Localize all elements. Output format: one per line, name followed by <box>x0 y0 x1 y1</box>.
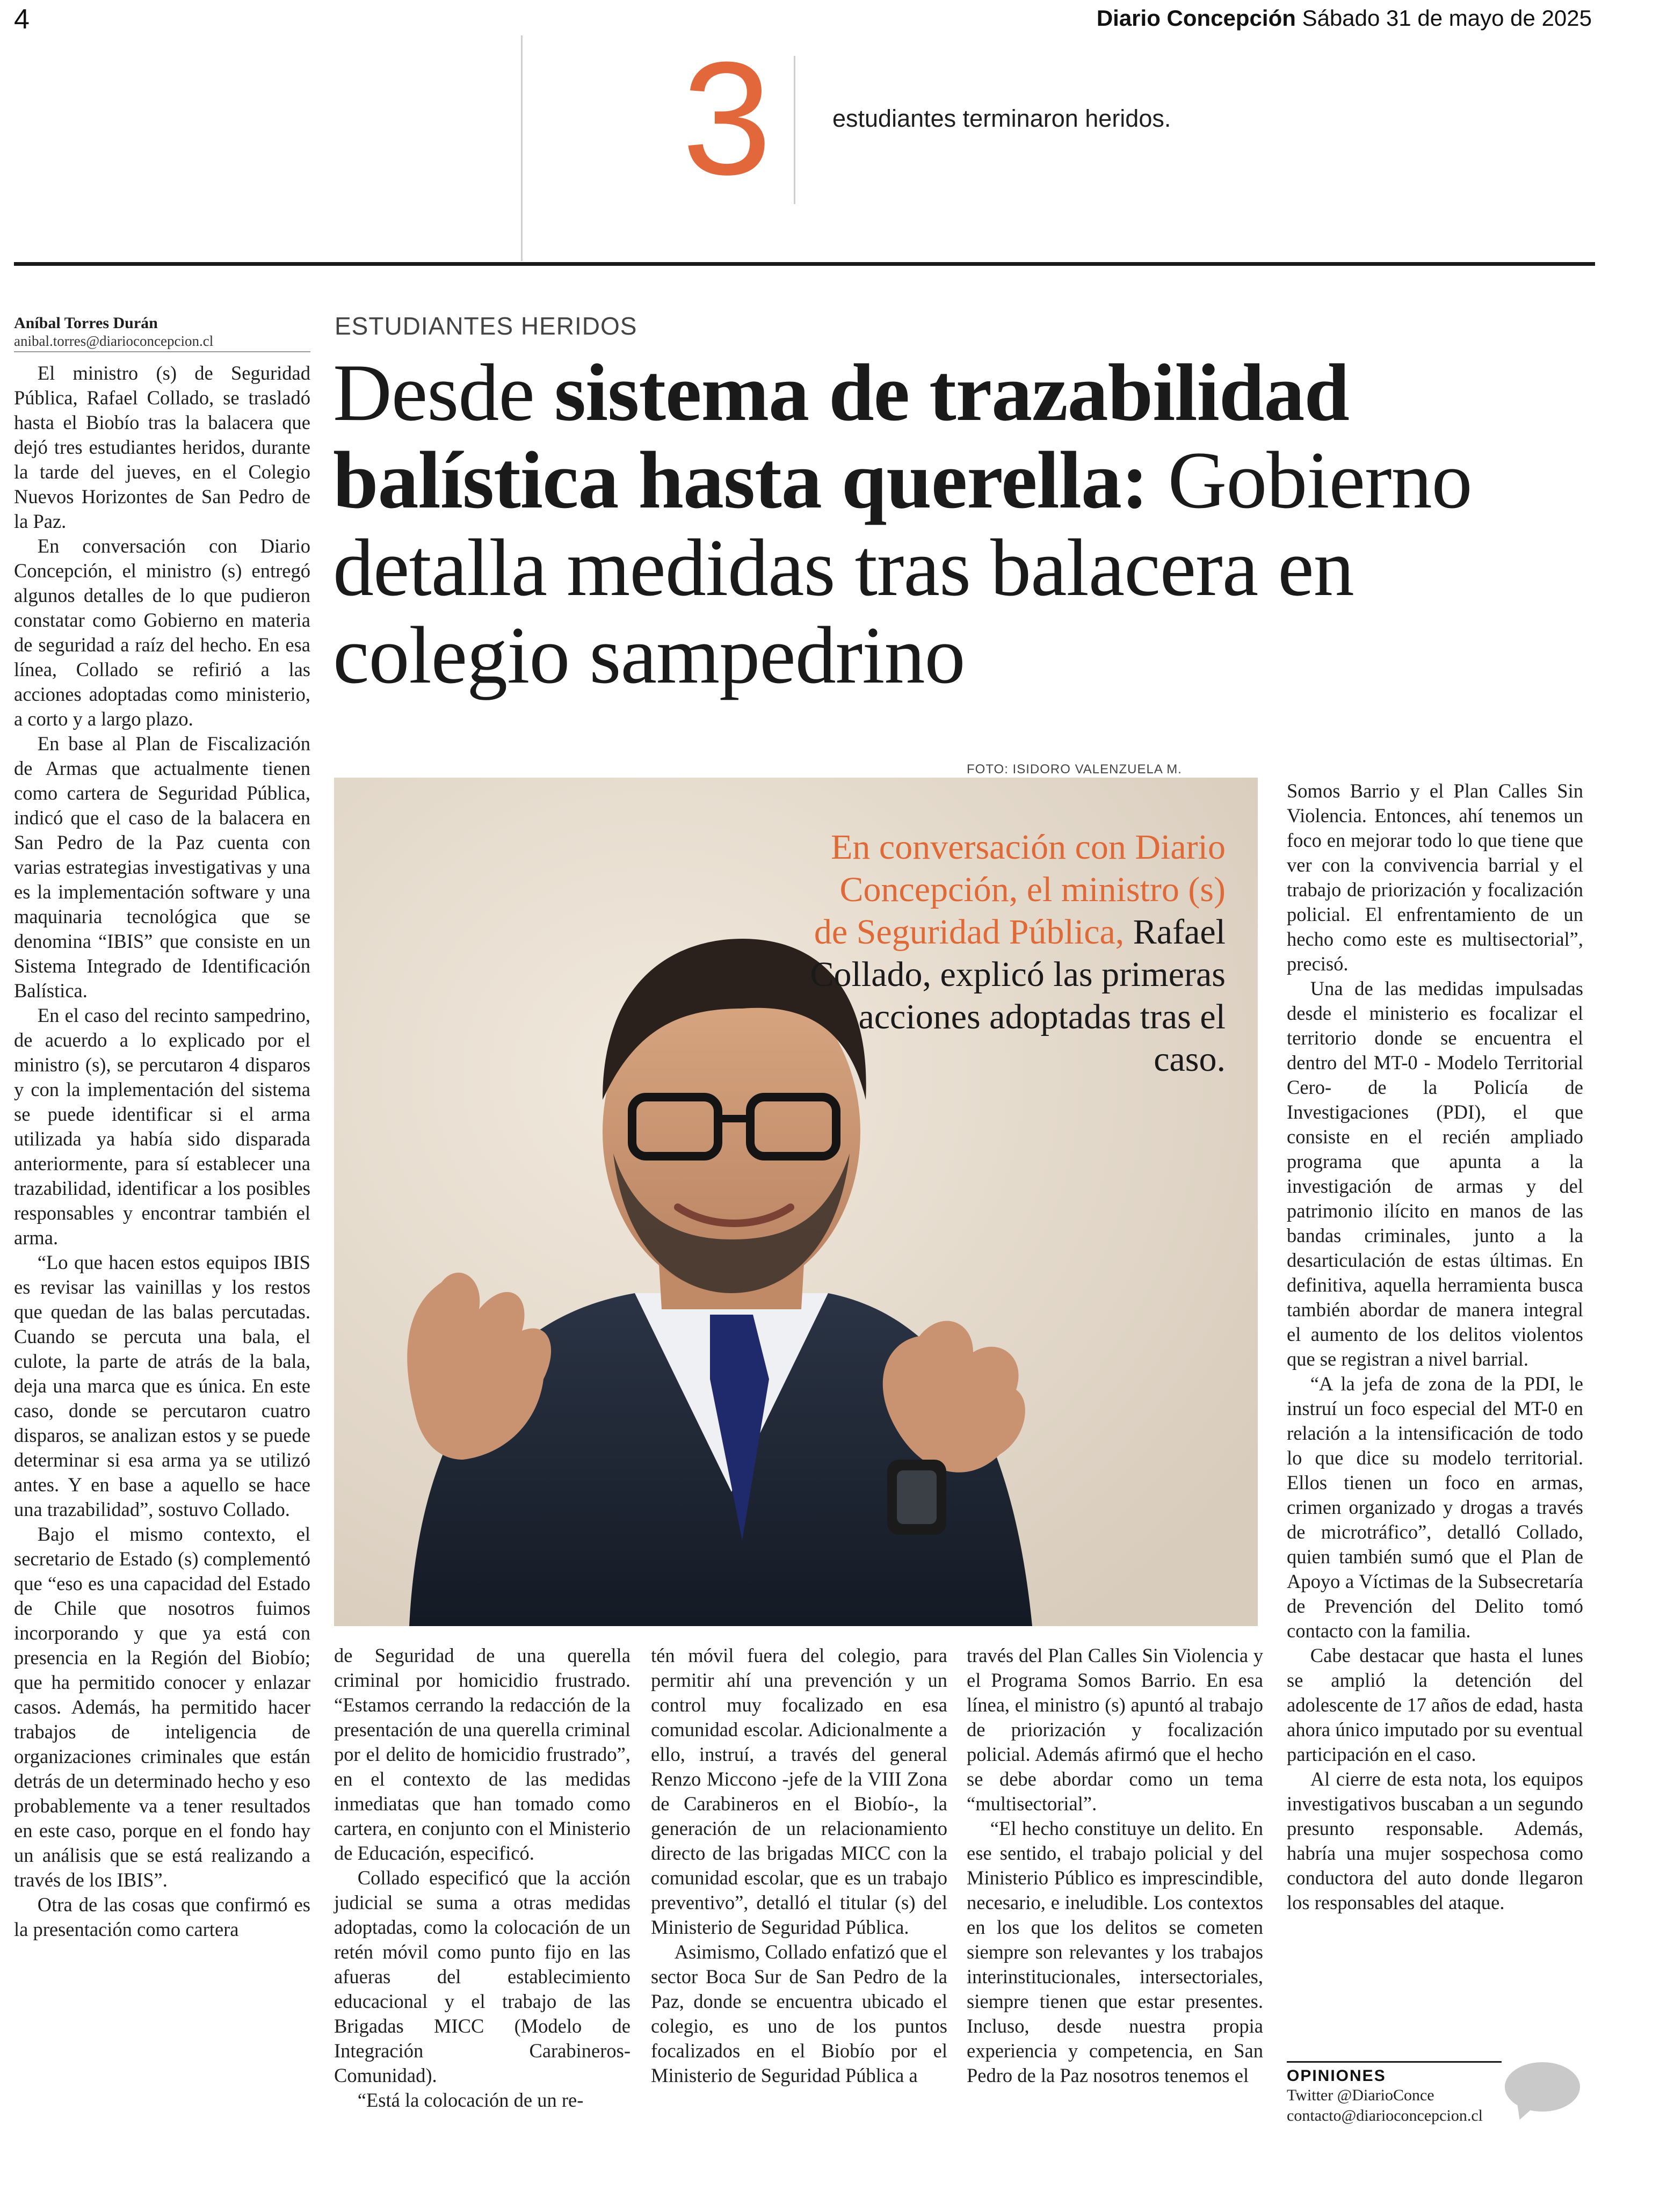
column-4 <box>967 1643 1263 2170</box>
kicker: ESTUDIANTES HERIDOS <box>335 312 637 340</box>
page-number: 4 <box>14 4 30 35</box>
column-1 <box>14 361 310 2114</box>
headline-light-start: Desde <box>333 347 554 438</box>
column-2 <box>334 1643 630 2170</box>
paragraph: El ministro (s) de Seguridad Pública, Rafael Collado, se trasladó hasta el Biobío tras la balacera que dejó tres estudiantes heridos, durante la tarde del jueves, en el Colegio Nuevos Horizontes de San Pedro de la Paz. <box>14 362 310 532</box>
pull-quote <box>807 826 1226 1080</box>
byline-rule <box>14 351 310 352</box>
headline-bold: sistema de trazabilidad balística hasta querella: <box>333 347 1349 525</box>
issue-date: Sábado 31 de mayo de 2025 <box>1302 5 1592 31</box>
stat-number: 3 <box>682 28 772 208</box>
masthead <box>1097 5 1592 31</box>
paragraph: través del Plan Calles Sin Violencia y el Programa Somos Barrio. En esa línea, el ministro (s) apuntó al trabajo de priorización y focalización policial. Además afirmó que el hecho se debe abordar como un tema “multisectorial”. <box>967 1644 1263 1815</box>
paragraph: Collado especificó que la acción judicial se suma a otras medidas adoptadas, como la colocación de un retén móvil como punto fijo en las afueras del establecimiento educacional y el trabajo de las Brigadas MICC (Modelo de Integración Carabineros- Comunidad). <box>334 1867 630 2086</box>
headline-light-end: Gobierno detalla medidas tras balacera en colegio sampedrino <box>333 435 1472 700</box>
pull-quote-rest: Rafael Collado, explicó las primeras acciones adoptadas tras el caso. <box>810 912 1226 1079</box>
paragraph: Una de las medidas impulsadas desde el ministerio es focalizar el territorio donde se encuentra el dentro del MT-0 - Modelo Territorial Cero- de la Policía de Investigaciones (PDI), el que consiste en el recién ampliado programa que apunta a la investigación de armas y del patrimonio ilícito en manos de las bandas criminales, junto a la desarticulación de estas últimas. En definitiva, aquella herramienta busca también abordar de manera integral el aumento de los delitos violentos que se registran a nivel barrial. <box>1287 977 1583 1370</box>
paragraph: En base al Plan de Fiscalización de Armas que actualmente tienen como cartera de Seguridad Pública, indicó que el caso de la balacera en San Pedro de la Paz cuenta con varias estrategias investigativas y una es la implementación software y una maquinaria tecnológica que se denomina “IBIS” que consiste en un Sistema Integrado de Identificación Balística. <box>14 733 310 1002</box>
paragraph: En el caso del recinto sampedrino, de acuerdo a lo explicado por el ministro (s), se percutaron 4 disparos y con la implementación del sistema se puede identificar si el arma utilizada ya había sido disparada anteriormente, para sí establecer una trazabilidad, identificar a los posibles responsables y encontrar también el arma. <box>14 1004 310 1249</box>
opinion-rule <box>1287 2061 1502 2063</box>
stat-divider <box>794 56 795 204</box>
paragraph: Somos Barrio y el Plan Calles Sin Violencia. Entonces, ahí tenemos un foco en mejorar todo lo que tiene que ver con la convivencia barrial y el trabajo de priorización y focalización policial. El enfrentamiento de un hecho como este es multisectorial”, precisó. <box>1287 780 1583 975</box>
paragraph: Otra de las cosas que confirmó es la presentación como cartera <box>14 1894 310 1940</box>
newspaper-name: Diario Concepción <box>1096 5 1296 31</box>
paragraph: Bajo el mismo contexto, el secretario de Estado (s) complementó que “eso es una capacidad del Estado de Chile que nosotros fuimos incorporando y que ya está con presencia en la Región del Biobío; que ha permitido conocer y enlazar casos. Además, ha permitido hacer trabajos de inteligencia de organizaciones criminales que están detrás de un determinado hecho y eso probablemente va a tener resultados en este caso, porque en el fondo hay un análisis que se está realizando a través de los IBIS”. <box>14 1523 310 1891</box>
paragraph: “A la jefa de zona de la PDI, le instruí un foco especial del MT-0 en relación a la intensificación de todo lo que dice su modelo territorial. Ellos tienen un foco en armas, crimen organizado y drogas a través de microtráfico”, detalló Collado, quien también sumó que el Plan de Apoyo a Víctimas de la Subsecretaría de Prevención del Delito tomó contacto con la familia. <box>1287 1373 1583 1642</box>
column-3 <box>651 1643 947 2170</box>
opinion-twitter[interactable]: Twitter @DiarioConce <box>1287 2086 1434 2104</box>
paragraph: Cabe destacar que hasta el lunes se amplió la detención del adolescente de 17 años de edad, hasta ahora único imputado por su eventual participación en el caso. <box>1287 1644 1583 1765</box>
paragraph: “El hecho constituye un delito. En ese sentido, el trabajo policial y del Ministerio Público es imprescindible, necesario, e ineludible. Los contextos en los que los delitos se cometen siempre son relevantes y los trabajos interinstitucionales, intersectoriales, siempre tienen que estar presentes. Incluso, desde nuestra propia experiencia y competencia, en San Pedro de la Paz nosotros tenemos el <box>967 1817 1263 2086</box>
byline <box>14 314 310 350</box>
pull-quote-highlight: En conversación con Diario Concepción, el ministro (s) de Seguridad Pública, <box>814 828 1226 952</box>
paragraph: Asimismo, Collado enfatizó que el sector Boca Sur de San Pedro de la Paz, donde se encuentra ubicado el colegio, es uno de los puntos focalizados en el Biobío por el Ministerio de Seguridad Pública a <box>651 1941 947 2086</box>
opinion-email[interactable]: contacto@diarioconcepcion.cl <box>1287 2107 1483 2124</box>
headline <box>333 349 1595 699</box>
paragraph: de Seguridad de una querella criminal por homicidio frustrado. “Estamos cerrando la redacción de la presentación de una querella criminal por el delito de homicidio frustrado”, en el contexto de las medidas inmediatas que han tomado como cartera, en conjunto con el Ministerio de Educación, especificó. <box>334 1644 630 1864</box>
author-email[interactable]: anibal.torres@diarioconcepcion.cl <box>14 333 214 349</box>
paragraph: “Lo que hacen estos equipos IBIS es revisar las vainillas y los restos que quedan de las balas percutadas. Cuando se percuta una bala, el culote, la parte de atrás de la bala, deja una marca que es única. En este caso, donde se percutaron cuatro disparos, se analizan estos y se puede determinar si esa arma ya se utilizó antes. Y en base a aquello se hace una trazabilidad”, sostuvo Collado. <box>14 1251 310 1520</box>
photo-credit: FOTO: ISIDORO VALENZUELA M. <box>967 762 1182 777</box>
author-name: Aníbal Torres Durán <box>14 314 158 332</box>
header-rule <box>14 262 1595 266</box>
paragraph: En conversación con Diario Concepción, el ministro (s) entregó algunos detalles de lo que pudieron constatar como Gobierno en materia de seguridad a raíz del hecho. En esa línea, Collado se refirió a las acciones adoptadas como ministerio, a corto y a largo plazo. <box>14 535 310 730</box>
paragraph: Al cierre de esta nota, los equipos investigativos buscaban a un segundo presunto responsable. Además, habría una mujer sospechosa como conductora del auto donde llegaron los responsables del ataque. <box>1287 1768 1583 1913</box>
speech-bubble-icon <box>1505 2062 1580 2112</box>
opinion-title: OPINIONES <box>1287 2067 1386 2085</box>
stat-caption: estudiantes terminaron heridos. <box>832 105 1171 132</box>
paragraph: tén móvil fuera del colegio, para permitir ahí una prevención y un control muy focalizado en esa comunidad escolar. Adicionalmente a ello, instruí, a través del general Renzo Miccono -jefe de la VIII Zona de Carabineros en el Biobío-, la generación de un relacionamiento directo de las brigadas MICC con la comunidad escolar, que es un trabajo preventivo”, detalló el titular (s) del Ministerio de Seguridad Pública. <box>651 1644 947 1938</box>
header-vertical-rule <box>521 35 523 261</box>
column-5 <box>1287 779 1583 2051</box>
article-photo <box>334 778 1258 1626</box>
paragraph: “Está la colocación de un re- <box>357 2089 584 2111</box>
